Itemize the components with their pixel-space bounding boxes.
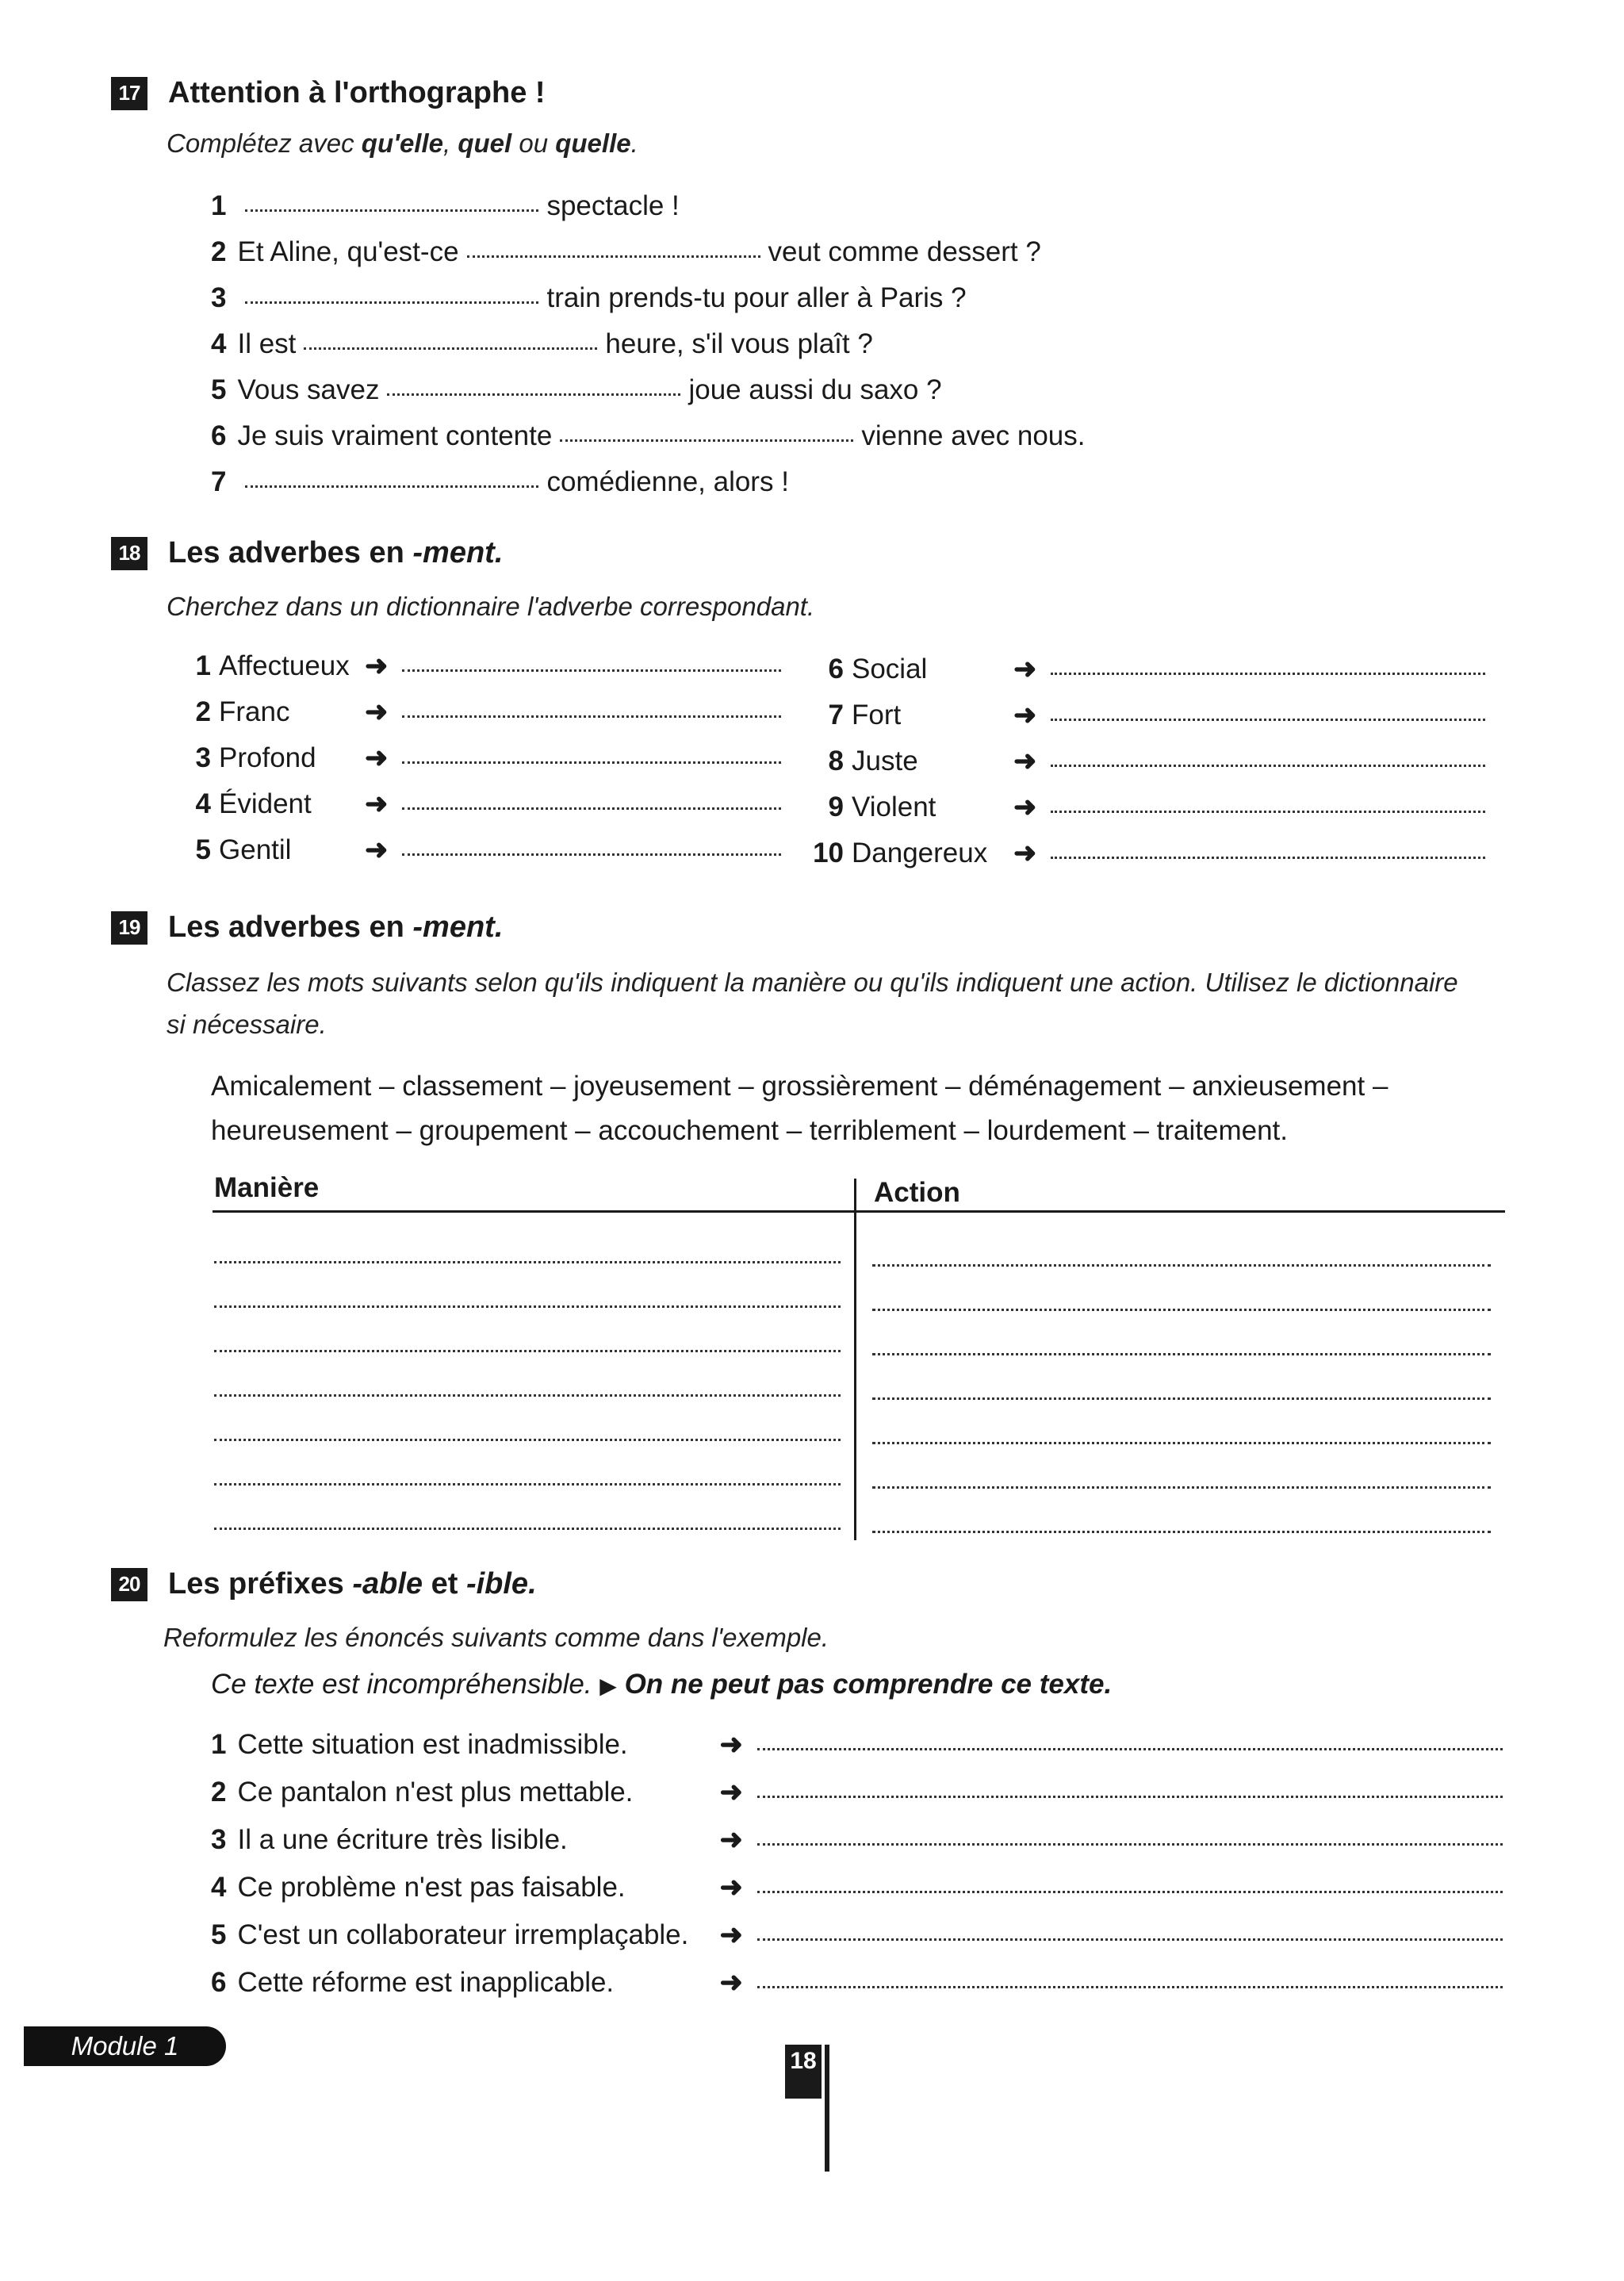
exercise-item: 5 C'est un collaborateur irremplaçable. ➜ [211,1919,1511,1951]
arrow-icon: ➜ [365,788,389,819]
word-list: heureusement – groupement – accouchement – terriblement – lourdement – traitement. [211,1115,1288,1146]
answer-blank[interactable] [560,439,853,442]
arrow-icon: ➜ [365,650,389,681]
adverb-item: 8 Juste ➜ [801,746,1493,777]
exercise-title: Les adverbes en -ment. [168,910,504,944]
table-header-rule [213,1210,1505,1213]
exercise-instruction: Complétez avec qu'elle, quel ou quelle. [167,128,638,158]
exercise-number-badge: 20 [111,1568,147,1601]
exercise-item: 6 Cette réforme est inapplicable. ➜ [211,1967,1511,1999]
arrow-icon: ➜ [719,1777,743,1808]
answer-blank[interactable] [387,393,680,396]
arrow-icon: ➜ [719,1919,743,1950]
answer-blank[interactable] [872,1309,1491,1311]
exercise-instruction: Classez les mots suivants selon qu'ils indiquent la manière ou qu'ils indiquent une action. Utilisez le dictionnaire [167,968,1458,997]
arrow-icon: ➜ [365,742,389,773]
exercise-item: 2 Ce pantalon n'est plus mettable. ➜ [211,1777,1511,1808]
answer-blank[interactable] [245,301,538,304]
answer-blank[interactable] [402,807,781,810]
arrow-icon: ➜ [719,1824,743,1855]
answer-blank[interactable] [1051,719,1485,721]
adverb-item: 10 Dangereux ➜ [801,838,1493,869]
exercise-instruction: si nécessaire. [167,1010,327,1039]
answer-blank[interactable] [757,1843,1503,1846]
exercise-item: 6 Je suis vraiment contente vienne avec nous. [211,420,1086,451]
answer-blank[interactable] [872,1397,1491,1400]
adverb-item: 6 Social ➜ [801,654,1493,685]
exercise-item: 7 comédienne, alors ! [211,466,789,497]
word-list: Amicalement – classement – joyeusement – grossièrement – déménagement – anxieusement – [211,1071,1388,1102]
module-tab: Module 1 [24,2026,226,2066]
exercise-item: 5 Vous savez joue aussi du saxo ? [211,374,942,405]
answer-blank[interactable] [872,1486,1491,1489]
exercise-item: 1 Cette situation est inadmissible. ➜ [211,1729,1511,1761]
arrow-icon: ➜ [1013,792,1037,822]
answer-blank[interactable] [872,1353,1491,1355]
answer-blank[interactable] [757,1748,1503,1750]
arrow-icon: ➜ [719,1872,743,1903]
adverb-item: 1 Affectueux ➜ [182,650,789,682]
answer-blank[interactable] [214,1439,841,1441]
answer-blank[interactable] [872,1531,1491,1533]
answer-blank[interactable] [214,1394,841,1397]
answer-blank[interactable] [1051,857,1485,859]
arrow-icon: ➜ [1013,838,1037,868]
arrow-icon: ➜ [365,696,389,727]
exercise-title: Les adverbes en -ment. [168,536,504,569]
arrow-icon: ➜ [1013,654,1037,684]
answer-blank[interactable] [402,715,781,718]
exercise-item: 4 Ce problème n'est pas faisable. ➜ [211,1872,1511,1903]
answer-blank[interactable] [402,853,781,856]
table-column-divider [854,1179,856,1540]
exercise-18-header [111,536,503,570]
exercise-title: Les préfixes -able et -ible. [168,1567,537,1601]
exercise-item: 4 Il est heure, s'il vous plaît ? [211,328,873,359]
adverb-item: 3 Profond ➜ [182,742,789,774]
adverb-item: 9 Violent ➜ [801,792,1493,823]
arrow-icon: ➜ [1013,746,1037,776]
answer-blank[interactable] [757,1938,1503,1941]
exercise-instruction: Reformulez les énoncés suivants comme dans l'exemple. [163,1623,829,1652]
answer-blank[interactable] [1051,765,1485,767]
exercise-19-header [111,910,503,945]
column-header-action: Action [874,1177,960,1208]
exercise-item: 3 Il a une écriture très lisible. ➜ [211,1824,1511,1856]
exercise-17-header [111,76,546,110]
adverb-item: 2 Franc ➜ [182,696,789,728]
adverb-item: 5 Gentil ➜ [182,834,789,866]
answer-blank[interactable] [1051,673,1485,675]
arrow-icon: ➜ [719,1729,743,1760]
answer-blank[interactable] [757,1986,1503,1988]
answer-blank[interactable] [1051,811,1485,813]
page-number-bar [825,2045,829,2172]
exercise-20-header [111,1567,537,1601]
answer-blank[interactable] [467,255,760,258]
answer-blank[interactable] [304,347,597,350]
answer-blank[interactable] [402,669,781,672]
column-header-maniere: Manière [214,1172,320,1203]
answer-blank[interactable] [872,1264,1491,1267]
answer-blank[interactable] [245,485,538,488]
adverb-item: 4 Évident ➜ [182,788,789,820]
adverb-item: 7 Fort ➜ [801,700,1493,731]
answer-blank[interactable] [214,1261,841,1263]
arrow-icon: ➜ [719,1967,743,1998]
exercise-item: 2 Et Aline, qu'est-ce veut comme dessert ? [211,236,1041,267]
answer-blank[interactable] [214,1528,841,1530]
arrow-icon: ➜ [1013,700,1037,730]
answer-blank[interactable] [402,761,781,764]
exercise-instruction: Cherchez dans un dictionnaire l'adverbe correspondant. [167,592,815,621]
exercise-item: 1 spectacle ! [211,190,680,221]
example-sentence: Ce texte est incompréhensible. ▶ On ne peut pas comprendre ce texte. [211,1669,1113,1700]
exercise-number-badge: 19 [111,911,147,945]
page-number: 18 [785,2045,822,2099]
answer-blank[interactable] [214,1305,841,1308]
answer-blank[interactable] [757,1891,1503,1893]
answer-blank[interactable] [214,1483,841,1486]
exercise-title: Attention à l'orthographe ! [168,76,546,109]
answer-blank[interactable] [872,1442,1491,1444]
exercise-item: 3 train prends-tu pour aller à Paris ? [211,282,967,313]
answer-blank[interactable] [757,1796,1503,1798]
answer-blank[interactable] [245,209,538,212]
exercise-number-badge: 18 [111,537,147,570]
play-marker-icon: ▶ [599,1673,617,1698]
answer-blank[interactable] [214,1350,841,1352]
exercise-number-badge: 17 [111,77,147,110]
arrow-icon: ➜ [365,834,389,865]
